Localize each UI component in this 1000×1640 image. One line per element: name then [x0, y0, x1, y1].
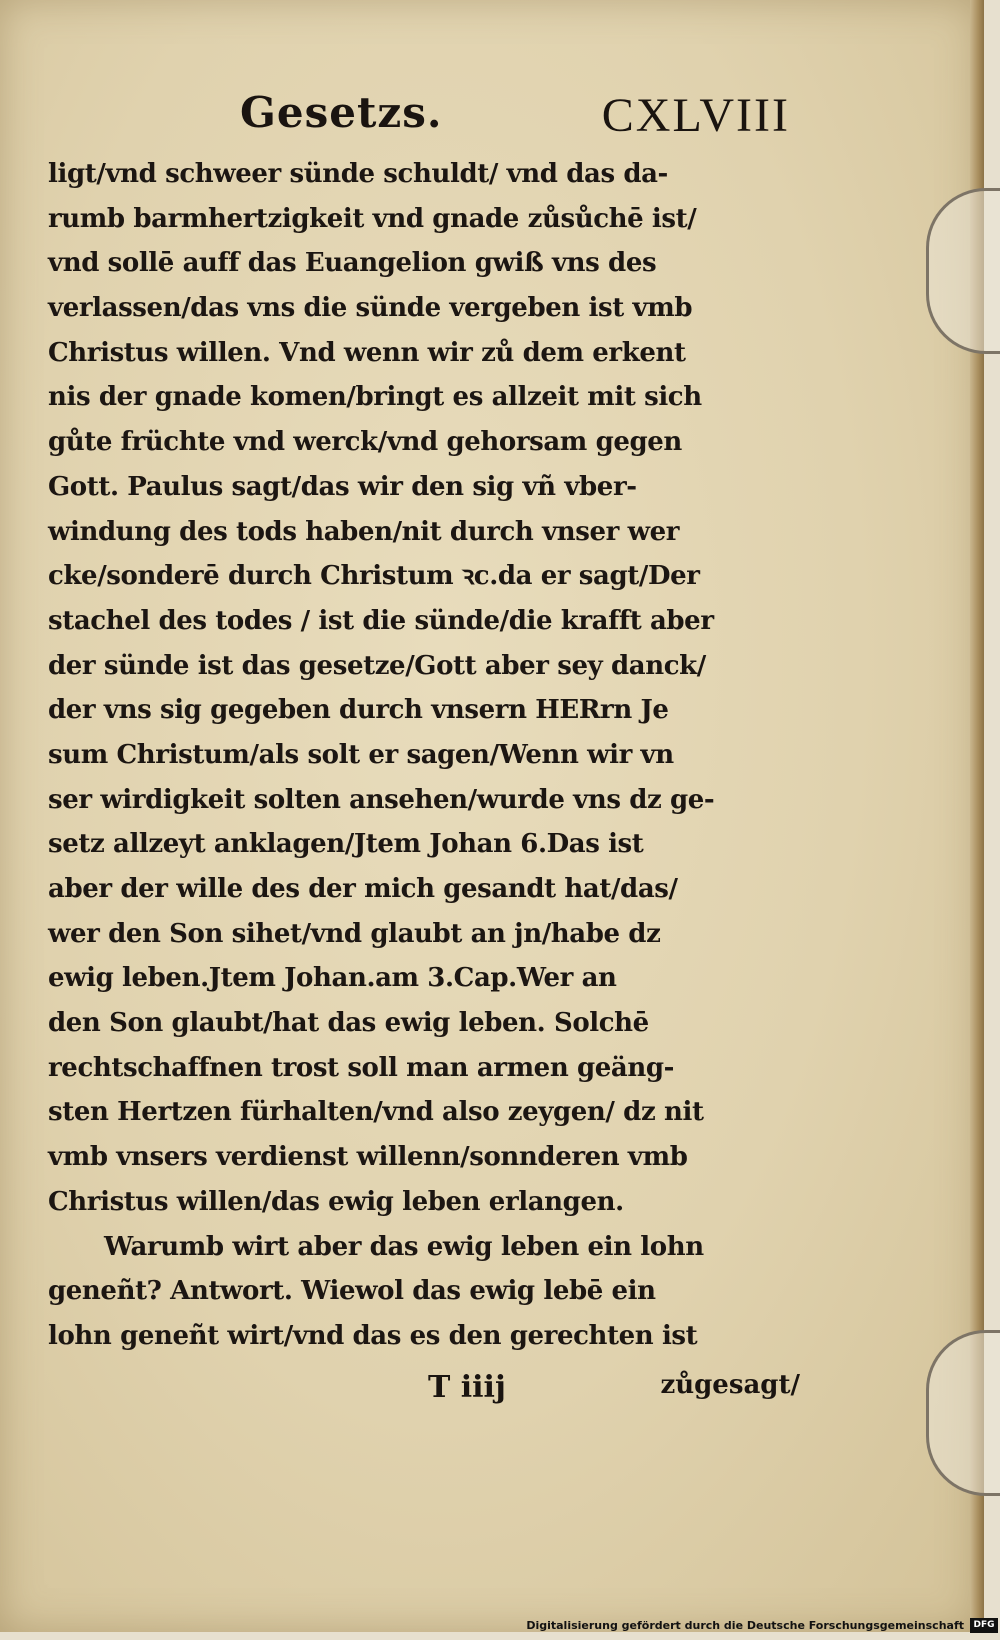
text-line: der sünde ist das gesetze/Gott aber sey danck/ [48, 650, 706, 681]
paragraph-start-line: Warumb wirt aber das ewig leben ein lohn [104, 1231, 704, 1262]
clip-tab-bottom [926, 1330, 1000, 1496]
catchword: zůgesagt/ [660, 1370, 800, 1400]
text-line: ewig leben.Jtem Johan.am 3.Cap.Wer an [48, 963, 617, 994]
text-line: sten Hertzen fürhalten/vnd also zeygen/ dz nit [48, 1097, 704, 1128]
text-line: aber der wille des der mich gesandt hat/das/ [48, 874, 678, 904]
text-line: sum Christum/als solt er sagen/Wenn wir vn [48, 739, 674, 770]
digitization-credit: Digitalisierung gefördert durch die Deutsche Forschungsgemeinschaft [526, 1619, 964, 1632]
text-line: der vns sig gegeben durch vnsern HERrn Je [48, 695, 669, 726]
text-line: ser wirdigkeit solten ansehen/wurde vns dz ge- [48, 784, 715, 815]
text-line: setz allzeyt anklagen/Jtem Johan 6.Das ist [48, 829, 644, 860]
text-line: vnd sollē auff das Euangelion gwiß vns des [48, 248, 657, 279]
text-line: stachel des todes / ist die sünde/die krafft aber [48, 605, 714, 636]
text-line: cke/sonderē durch Christum ꝛc.da er sagt/Der [48, 561, 700, 592]
text-line: vmb vnsers verdienst willenn/sonnderen vmb [48, 1142, 688, 1173]
text-line: nis der gnade komen/bringt es allzeit mit sich [48, 382, 702, 413]
text-line: geneñt? Antwort. Wiewol das ewig lebē ein [48, 1276, 656, 1307]
body-text [48, 152, 798, 1359]
text-line: wer den Son sihet/vnd glaubt an jn/habe dz [48, 918, 661, 949]
running-head: Gesetzs. [240, 88, 443, 137]
text-line: ligt/vnd schweer sünde schuldt/ vnd das da- [48, 159, 668, 189]
text-line: gůte früchte vnd werck/vnd gehorsam gegen [48, 427, 682, 458]
page-footer [48, 1370, 800, 1420]
text-line: rumb barmhertzigkeit vnd gnade zůsůchē ist/ [48, 203, 697, 234]
dfg-logo: DFG [970, 1618, 998, 1633]
text-line: lohn geneñt wirt/vnd das es den gerechten ist [48, 1320, 698, 1351]
text-line: den Son glaubt/hat das ewig leben. Solchē [48, 1008, 649, 1039]
text-line: Gott. Paulus sagt/das wir den sig vñ vber- [48, 471, 637, 502]
text-line: verlassen/das vns die sünde vergeben ist vmb [48, 293, 693, 324]
page-header [240, 88, 790, 158]
text-line: rechtschaffnen trost soll man armen geäng- [48, 1052, 675, 1083]
clip-tab-top [926, 188, 1000, 354]
signature-mark: T iiij [428, 1370, 506, 1405]
text-line: windung des tods haben/nit durch vnser wer [48, 516, 680, 547]
text-line: Christus willen. Vnd wenn wir zů dem erkent [48, 337, 686, 368]
folio-number: CXLVIII [601, 89, 790, 142]
text-line: Christus willen/das ewig leben erlangen. [48, 1186, 624, 1217]
